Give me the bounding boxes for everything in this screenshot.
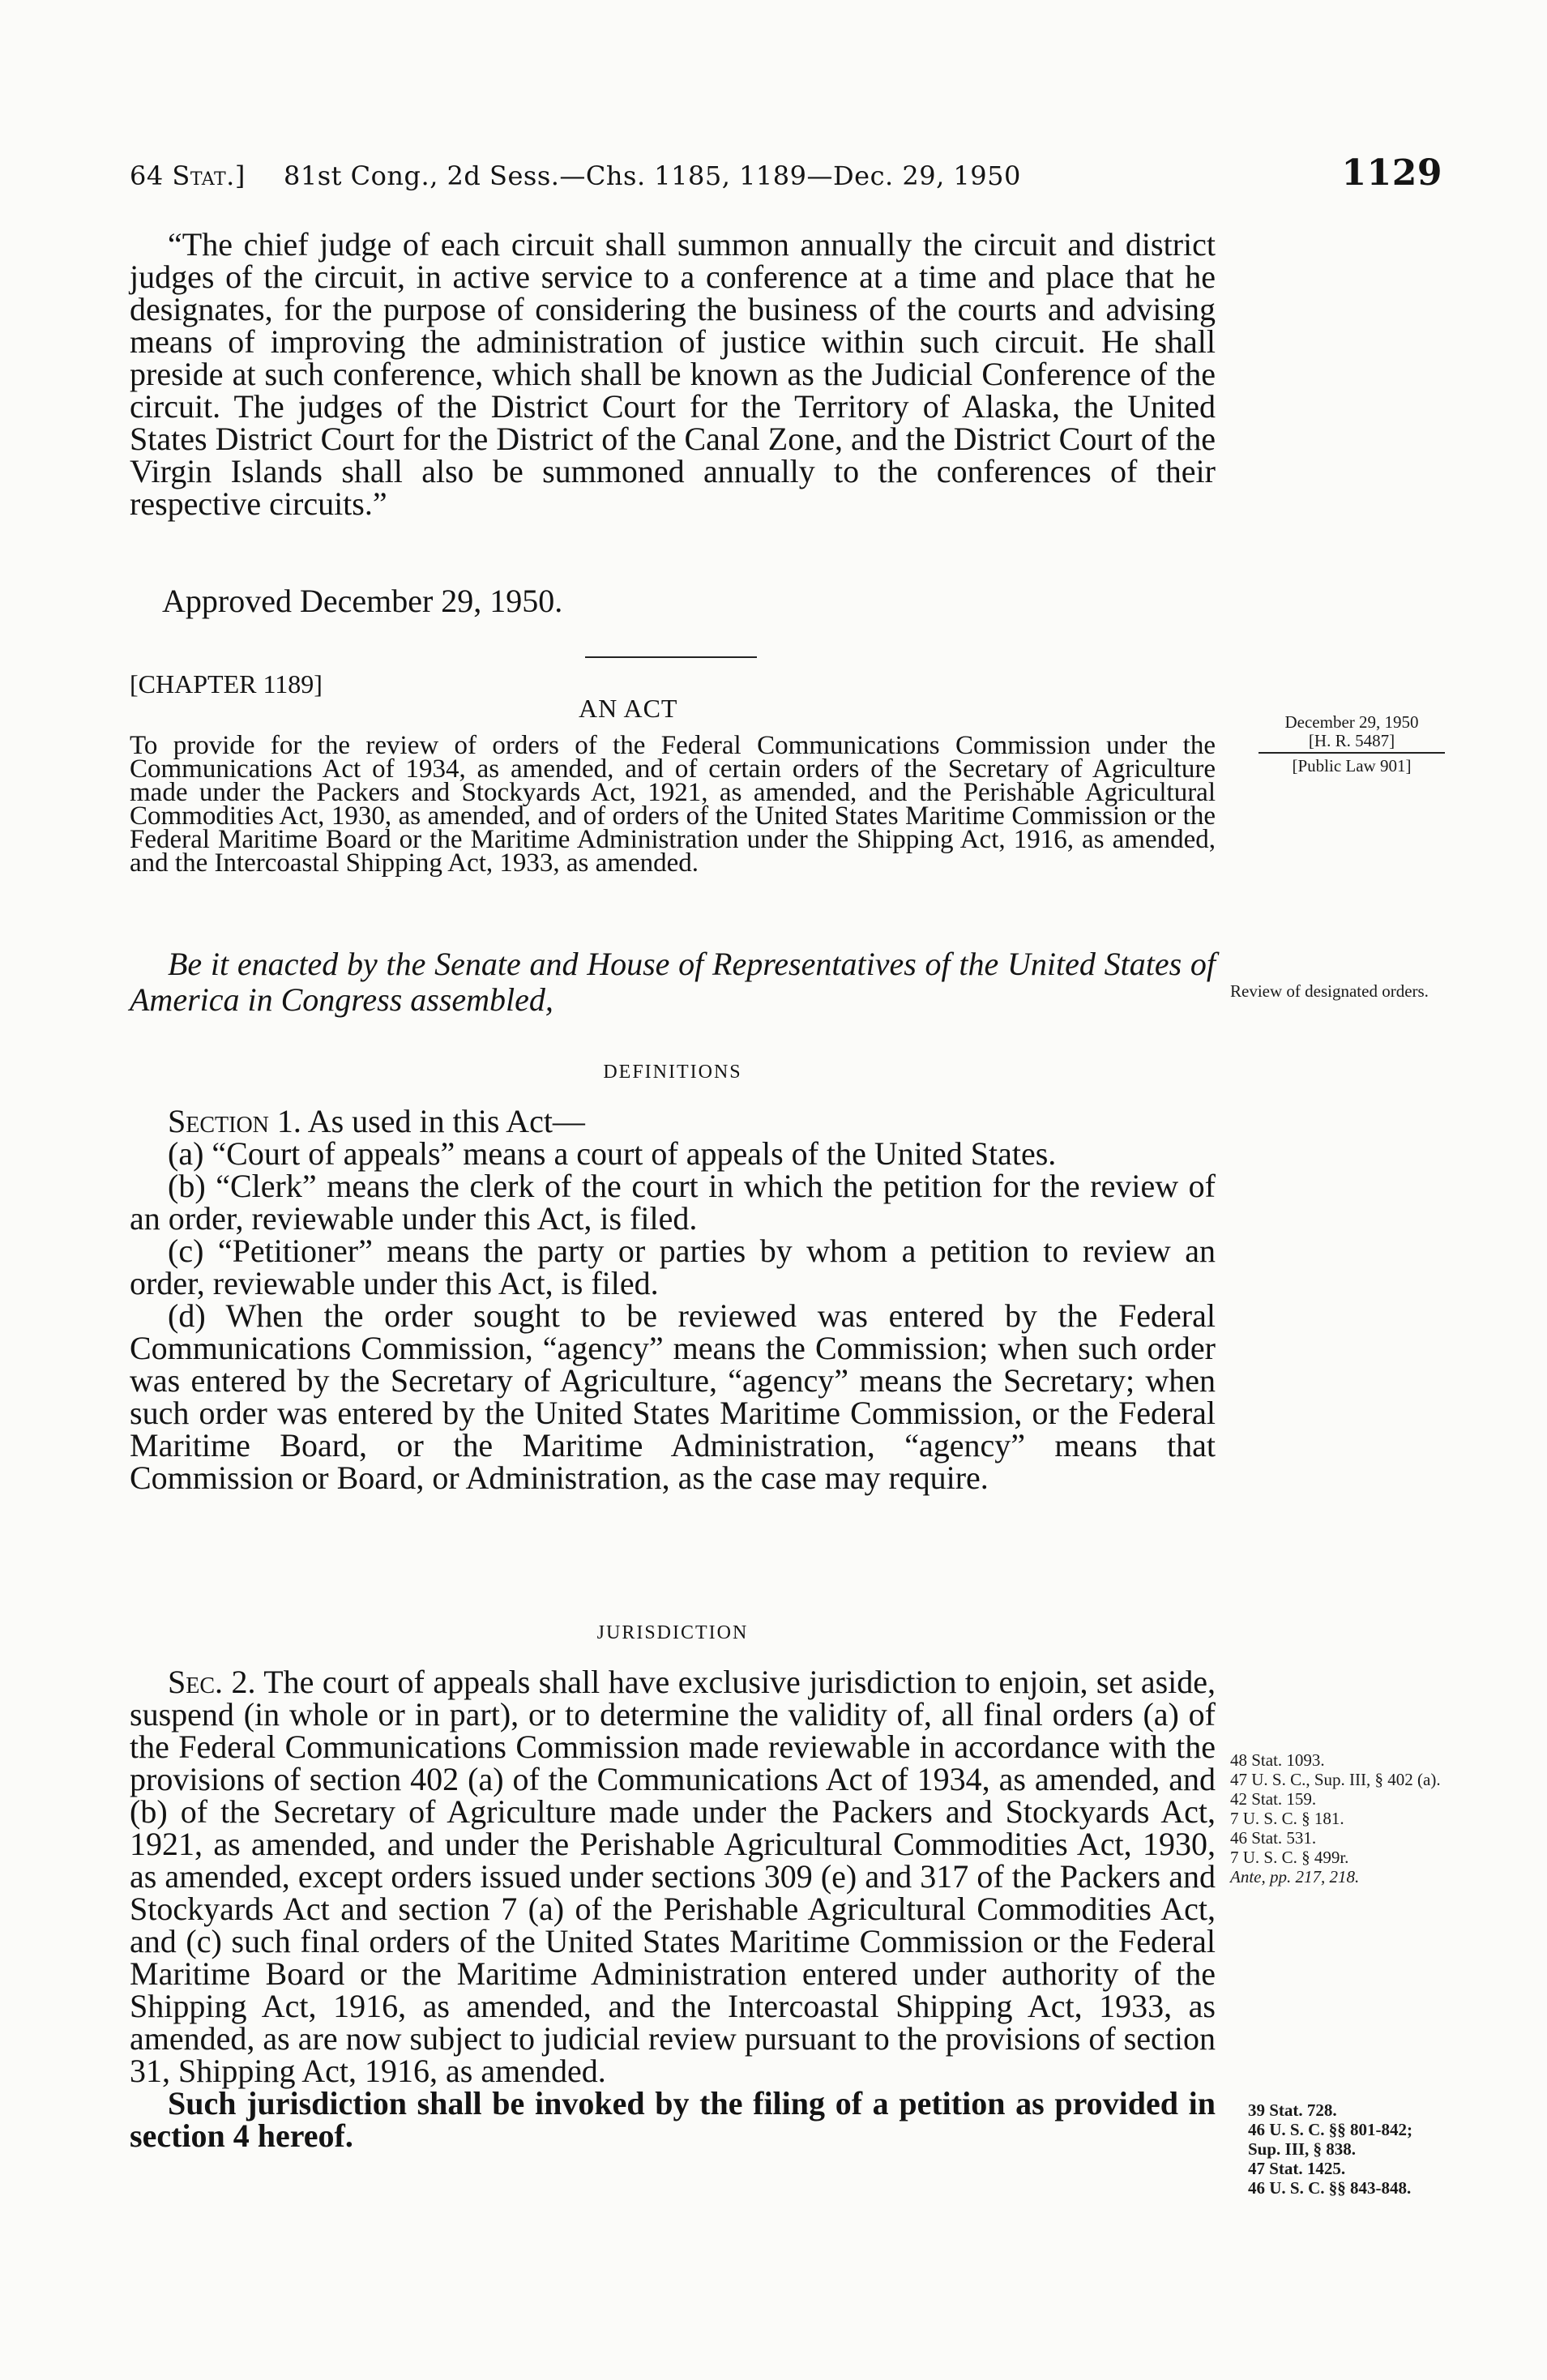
jurisdiction-heading: JURISDICTION — [596, 1622, 749, 1643]
citation: 39 Stat. 728. — [1248, 2100, 1337, 2120]
chapter-number: [CHAPTER 1189] — [130, 669, 323, 699]
act-title — [130, 731, 1216, 878]
act-heading: AN ACT — [579, 694, 678, 723]
volume-citation: 64 Stat.] — [130, 160, 246, 191]
citation: 7 U. S. C. § 499r. — [1230, 1848, 1349, 1867]
citation: 47 U. S. C., Sup. III, § 402 (a). — [1230, 1770, 1441, 1789]
citation: 48 Stat. 1093. — [1230, 1750, 1325, 1770]
citation: 46 Stat. 531. — [1230, 1828, 1317, 1848]
margin-date: December 29, 1950 — [1284, 712, 1419, 732]
definition-b: (b) “Clerk” means the clerk of the court in which the petition for the review of an order, reviewable under this Act, is filed. — [130, 1168, 1216, 1237]
definition-c: (c) “Petitioner” means the party or parties by whom a petition to review an order, reviewable under this Act, is filed. — [130, 1233, 1216, 1301]
section-1-text: As used in this Act— — [307, 1103, 585, 1139]
citation: 47 Stat. 1425. — [1248, 2159, 1346, 2178]
definition-a: (a) “Court of appeals” means a court of appeals of the United States. — [168, 1135, 1057, 1172]
citation: 7 U. S. C. § 181. — [1230, 1809, 1344, 1828]
running-header — [130, 152, 1442, 201]
enacting-clause: Be it enacted by the Senate and House of Representatives of the United States of America in Congress assembled, — [130, 946, 1216, 1018]
section-1 — [130, 1105, 1216, 1494]
margin-bill: [H. R. 5487] — [1259, 732, 1445, 754]
definitions-heading: DEFINITIONS — [603, 1062, 742, 1083]
citation: 42 Stat. 159. — [1230, 1789, 1317, 1809]
approved-line: Approved December 29, 1950. — [162, 583, 563, 619]
section-2-paragraph — [130, 1666, 1216, 2087]
margin-public-law: [Public Law 901] — [1292, 756, 1412, 776]
section-2-label: Sec. 2. — [168, 1664, 256, 1700]
page-number: 1129 — [1341, 152, 1442, 194]
citation: 46 U. S. C. §§ 843-848. — [1248, 2178, 1412, 2198]
section-2-text: The court of appeals shall have exclusive jurisdiction to enjoin, set aside, suspend (in whole or in part), or to determine the validity of, all final orders (a) of the Federal Communications Commission made reviewable in accordance with the provisions of section 402 (a) of the Communications Act of 1934, as amended, and (b) of the Secretary of Agriculture made under the Packers and Stockyards Act, 1921, as amended, and under the Perishable Agricultural Commodities Act, 1930, as amended, except orders issued under sections 309 (e) and 317 of the Packers and Stockyards Act and section 7 (a) of the Perishable Agricultural Commodities Act, and (c) such final orders of the United States Maritime Commission or the Federal Maritime Board or the Maritime Administration entered under authority of the Shipping Act, 1916, as amended, and the Intercoastal Shipping Act, 1933, as amended, as are now subject to judicial review pursuant to the provisions of section 31, Shipping Act, 1916, as amended. — [130, 1664, 1216, 2089]
citation: Ante, pp. 217, 218. — [1230, 1867, 1360, 1886]
section-1-intro — [130, 1105, 1216, 1138]
margin-citations-2 — [1248, 2100, 1449, 2198]
margin-citations-1 — [1230, 1750, 1449, 1886]
section-2-tail: Such jurisdiction shall be invoked by the filing of a petition as provided in section 4 hereof. — [130, 2085, 1216, 2154]
previous-chapter-text — [130, 226, 1216, 522]
definition-d: (d) When the order sought to be reviewed was entered by the Federal Communications Commission, “agency” means the Commission; when such order was entered by the Secretary of Agriculture, “agency” means the Secretary; when such order was entered by the United States Maritime Commission, or the Federal Maritime Board, or the Maritime Administration, “agency” means that Commission or Board, or Administration, as the case may require. — [130, 1297, 1216, 1496]
margin-bill-info — [1259, 713, 1445, 776]
section-1-label: Section 1. — [168, 1103, 301, 1139]
act-title-text: To provide for the review of orders of the Federal Communications Commission under the Communications Act of 1934, as amended, and of certain orders of the Secretary of Agriculture made under the Packers and Stockyards Act, 1921, as amended, and the Perishable Agricultural Commodities Act, 1930, as amended, and of orders of the United States Maritime Commission or the Federal Maritime Board or the Maritime Administration under the Shipping Act, 1916, as amended, and the Intercoastal Shipping Act, 1933, as amended. — [130, 731, 1216, 878]
citation: 46 U. S. C. §§ 801-842; Sup. III, § 838. — [1248, 2120, 1412, 2159]
margin-review-note: Review of designated orders. — [1230, 981, 1429, 1001]
session-citation: 81st Cong., 2d Sess.—Chs. 1185, 1189—Dec. 29, 1950 — [284, 160, 1021, 191]
section-2 — [130, 1666, 1216, 2152]
chapter-divider — [585, 656, 757, 658]
intro-paragraph: “The chief judge of each circuit shall summon annually the circuit and district judges of the circuit, in active service to a conference at a time and place that he designates, for the purpose of considering the business of the courts and advising means of improving the administration of justice within such circuit. He shall preside at such conference, which shall be known as the Judicial Conference of the circuit. The judges of the District Court for the Territory of Alaska, the United States District Court for the District of the Canal Zone, and the District Court of the Virgin Islands shall also be summoned annually to the conferences of their respective circuits.” — [130, 226, 1216, 522]
